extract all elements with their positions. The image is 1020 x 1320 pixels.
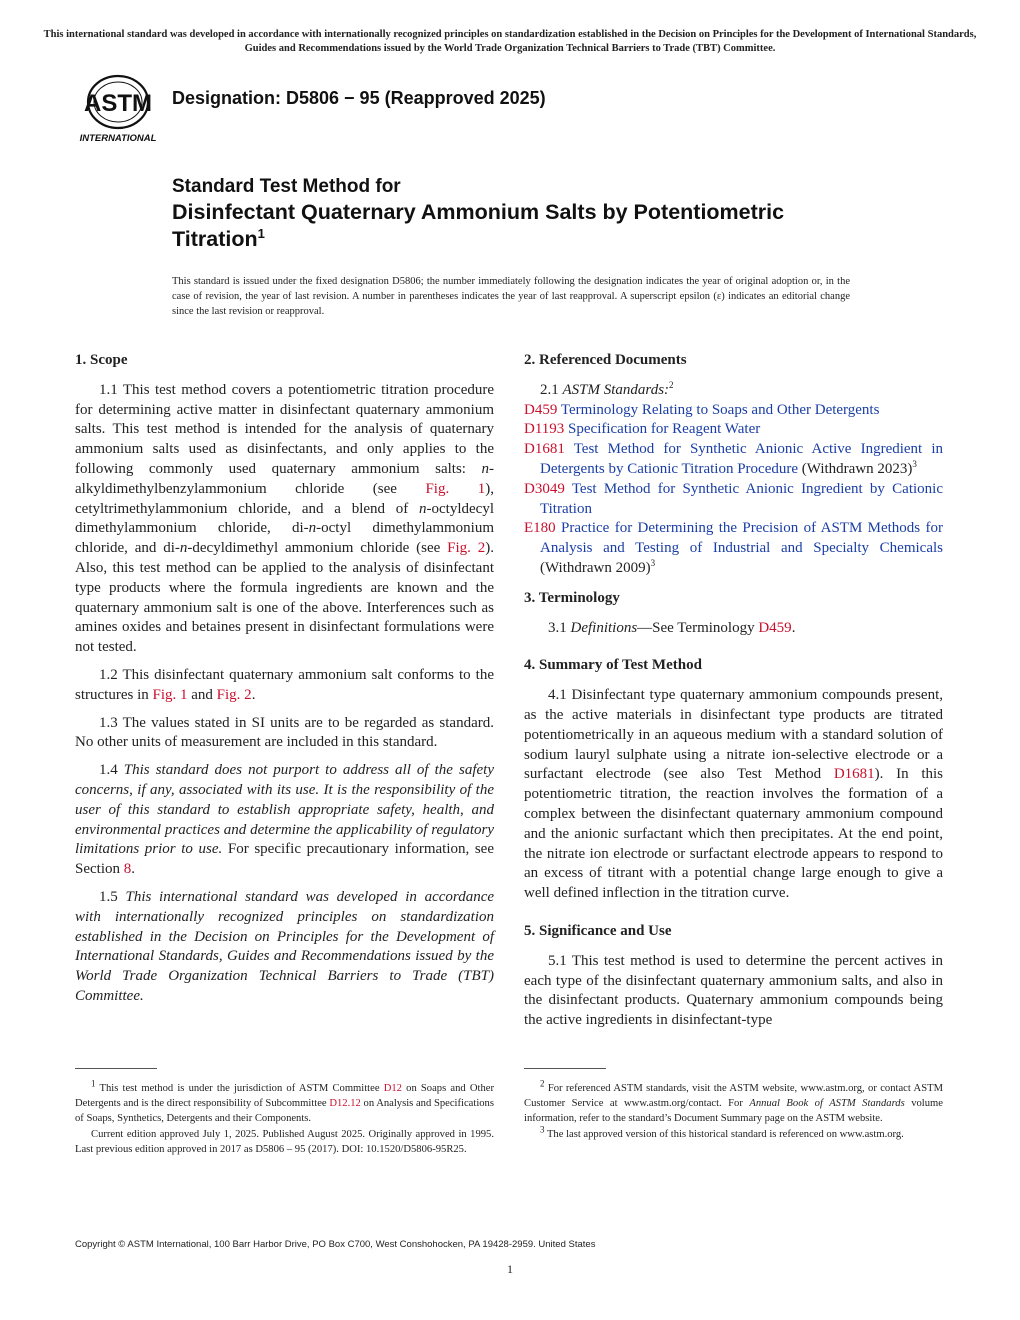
footnote-2: $^2$ For referenced ASTM standards, visit the ASTM website, www.astm.org, or contact ASTM Customer Service at www.astm.org/contact. For Annual Book of ASTM Standards volume information, refer to the standard’s Document Summary page on the ASTM website. [524, 1078, 943, 1125]
title-line-1: Standard Test Method for [172, 176, 401, 197]
title-line-3: Titration [172, 227, 258, 251]
logo-wordmark: ASTM [84, 90, 152, 117]
footnote-rule [75, 1068, 157, 1069]
title-footnote-mark: 1 [257, 225, 265, 241]
subcommittee-d12-12-link[interactable]: D12.12 [329, 1098, 361, 1110]
reference-title-link[interactable]: Specification for Reagent Water [568, 421, 761, 438]
fig-2-link[interactable]: Fig. 2 [216, 686, 252, 703]
designation: Designation: D5806 − 95 (Reapproved 2025) [172, 88, 546, 108]
reference-code-link[interactable]: D1193 [524, 421, 565, 438]
section-2-heading: 2. Referenced Documents [524, 352, 687, 368]
page-number: 1 [507, 1262, 513, 1276]
paragraph-5-1: 5.1 This test method is used to determine the percent actives in each type of the disinfectant quaternary ammonium salts, and also in the disinfectant products. Quaternary ammonium compounds being the active ingredients in disinfectant-type [524, 952, 943, 1029]
astm-standards-intro: 2.1 ASTM Standards:$^2$ [540, 379, 674, 398]
footnotes-left [75, 1078, 494, 1157]
paragraph-1-2: 1.2 This disinfectant quaternary ammonium salt conforms to the structures in Fig. 1 and Fig. 2. [75, 666, 494, 703]
reference-item [524, 480, 943, 520]
fig-1-link[interactable]: Fig. 1 [425, 480, 486, 497]
footnote-3: $^3$ The last approved version of this historical standard is referenced on www.astm.org. [540, 1124, 904, 1140]
fig-1-link[interactable]: Fig. 1 [152, 686, 188, 703]
section-3-heading: 3. Terminology [524, 589, 620, 606]
reference-title-link[interactable]: Practice for Determining the Precision of ASTM Methods for Analysis and Testing of Industrial and Specialty Chemicals [540, 520, 943, 557]
reference-item: E180 Practice for Determining the Precision of ASTM Methods for Analysis and Testing of Industrial and Specialty Chemicals (Withdrawn 2009)$^3$ [524, 520, 943, 576]
footnote-rule [524, 1068, 606, 1069]
footnote-1-edition: Current edition approved July 1, 2025. Published August 2025. Originally approved in 1995. Last previous edition approved in 2017 as D5806 – 95 (2017). DOI: 10.1520/D5806-95R25. [75, 1128, 494, 1155]
reference-code-link[interactable]: D3049 [524, 480, 565, 497]
section-4-heading: 4. Summary of Test Method [524, 657, 702, 674]
section-5-heading: 5. Significance and Use [524, 922, 672, 939]
paragraph-1-5: 1.5 This international standard was developed in accordance with internationally recognized principles on standardization established in the Decision on Principles for the Development of International Standards, Guides and Recommendations issued by the World Trade Organization Technical Barriers to Trade (TBT) Committee. [75, 888, 495, 1004]
reference-title-link[interactable]: Test Method for Synthetic Anionic Active Ingredient in Detergents by Cationic Titration Procedure [540, 441, 943, 477]
copyright-notice: Copyright © ASTM International, 100 Barr Harbor Drive, PO Box C700, West Conshohocken, PA 19428-2959. United States [75, 1239, 596, 1250]
reference-code-link[interactable]: D459 [524, 401, 558, 418]
d1681-link[interactable]: D1681 [833, 766, 875, 783]
reference-item [524, 401, 943, 421]
paragraph-1-4: 1.4 This standard does not purport to address all of the safety concerns, if any, associated with its use. It is the responsibility of the user of this standard to establish appropriate safety, health, and environmental practices and determine the applicability of regulatory limitations prior to use. For specific precautionary information, see Section 8. [75, 762, 495, 878]
logo-subtext: INTERNATIONAL [79, 133, 157, 144]
section-1-heading: 1. Scope [75, 352, 128, 368]
reference-item: D1681 Test Method for Synthetic Anionic Active Ingredient in Detergents by Cationic Titration Procedure (Withdrawn 2023)$^3$ [524, 441, 943, 477]
reference-item [524, 420, 943, 440]
paragraph-1-1: 1.1 This test method covers a potentiometric titration procedure for determining active matter in disinfectant quaternary ammonium salts. This test method is intended for the analysis of quaternary ammonium salts used as disinfectants, and only applies to the following commonly used quaternary ammonium salts: n-alkyldimethylbenzylammonium chloride (see Fig. 1), cetyltrimethylammonium chloride, and a blend of n-octyldecyl dimethylammonium chloride, di-n-octyl dimethylammonium chloride, and di-n-decyldimethyl ammonium chloride (see Fig. 2). Also, this test method can be applied to the analysis of disinfectant type products where the formula ingredients are known and the quaternary ammonium salt is one of the above. Interferences such as amines oxides and betaines present in disinfectant formulations were not tested. [75, 381, 494, 656]
reference-title-link[interactable]: Terminology Relating to Soaps and Other Detergents [560, 401, 880, 418]
committee-d12-link[interactable]: D12 [383, 1083, 402, 1094]
paragraph-1-3: 1.3 The values stated in SI units are to be regarded as standard. No other units of measurement are included in this standard. [75, 714, 494, 751]
reference-code-link[interactable]: D1681 [524, 441, 565, 458]
paragraph-4-1: 4.1 Disinfectant type quaternary ammonium compounds present, as the active materials in disinfectant type products are titrated potentiometrically in an aqueous medium with a standard solution of sodium lauryl sulphate using a nitrate ion-selective electrode or a surfactant electrode (see also Test Method D1681). In this potentiometric titration, the reaction involves the formation of a complex between the disinfectant quaternary ammonium compound and the anionic surfactant which then precipitates. At the end point, the nitrate ion electrode or surfactant electrode appears to respond to an excess of titrant with a potential change large enough to give a well defined inflection in the titration curve. [524, 687, 943, 902]
fig-2-link[interactable]: Fig. 2 [447, 540, 486, 557]
document-title [172, 175, 932, 253]
reference-title-link[interactable]: Test Method for Synthetic Anionic Ingredient by Cationic Titration [540, 480, 943, 517]
title-line-2: Disinfectant Quaternary Ammonium Salts by Potentiometric [172, 200, 785, 224]
left-column [75, 351, 494, 1015]
footnote-1: $^1$ This test method is under the jurisdiction of ASTM Committee D12 on Soaps and Other Detergents and is the direct responsibility of Subcommittee D12.12 on Analysis and Specifications of Soaps, Synthetics, Detergents and their Components. [75, 1078, 494, 1125]
d459-link[interactable]: D459 [758, 619, 792, 636]
reference-code-link[interactable]: E180 [524, 520, 556, 537]
standards-notice: This international standard was developed in accordance with internationally recognized principles on standardization established in the Decision on Principles for the Development of International Standards, Guides and Recommendations issued by the World Trade Organization Technical Barriers to Trade (TBT) Committee. [43, 29, 977, 54]
footnotes-right [524, 1078, 943, 1142]
astm-logo [72, 74, 164, 144]
paragraph-3-1: 3.1 Definitions—See Terminology D459. [548, 619, 796, 636]
issuance-note: This standard is issued under the fixed designation D5806; the number immediately following the designation indicates the year of original adoption or, in the case of revision, the year of last revision. A number in parentheses indicates the year of last reapproval. A superscript epsilon (ε) indicates an editorial change since the last revision or reapproval. [172, 276, 850, 317]
right-column [524, 351, 943, 1039]
section-8-link[interactable]: 8 [123, 861, 132, 878]
